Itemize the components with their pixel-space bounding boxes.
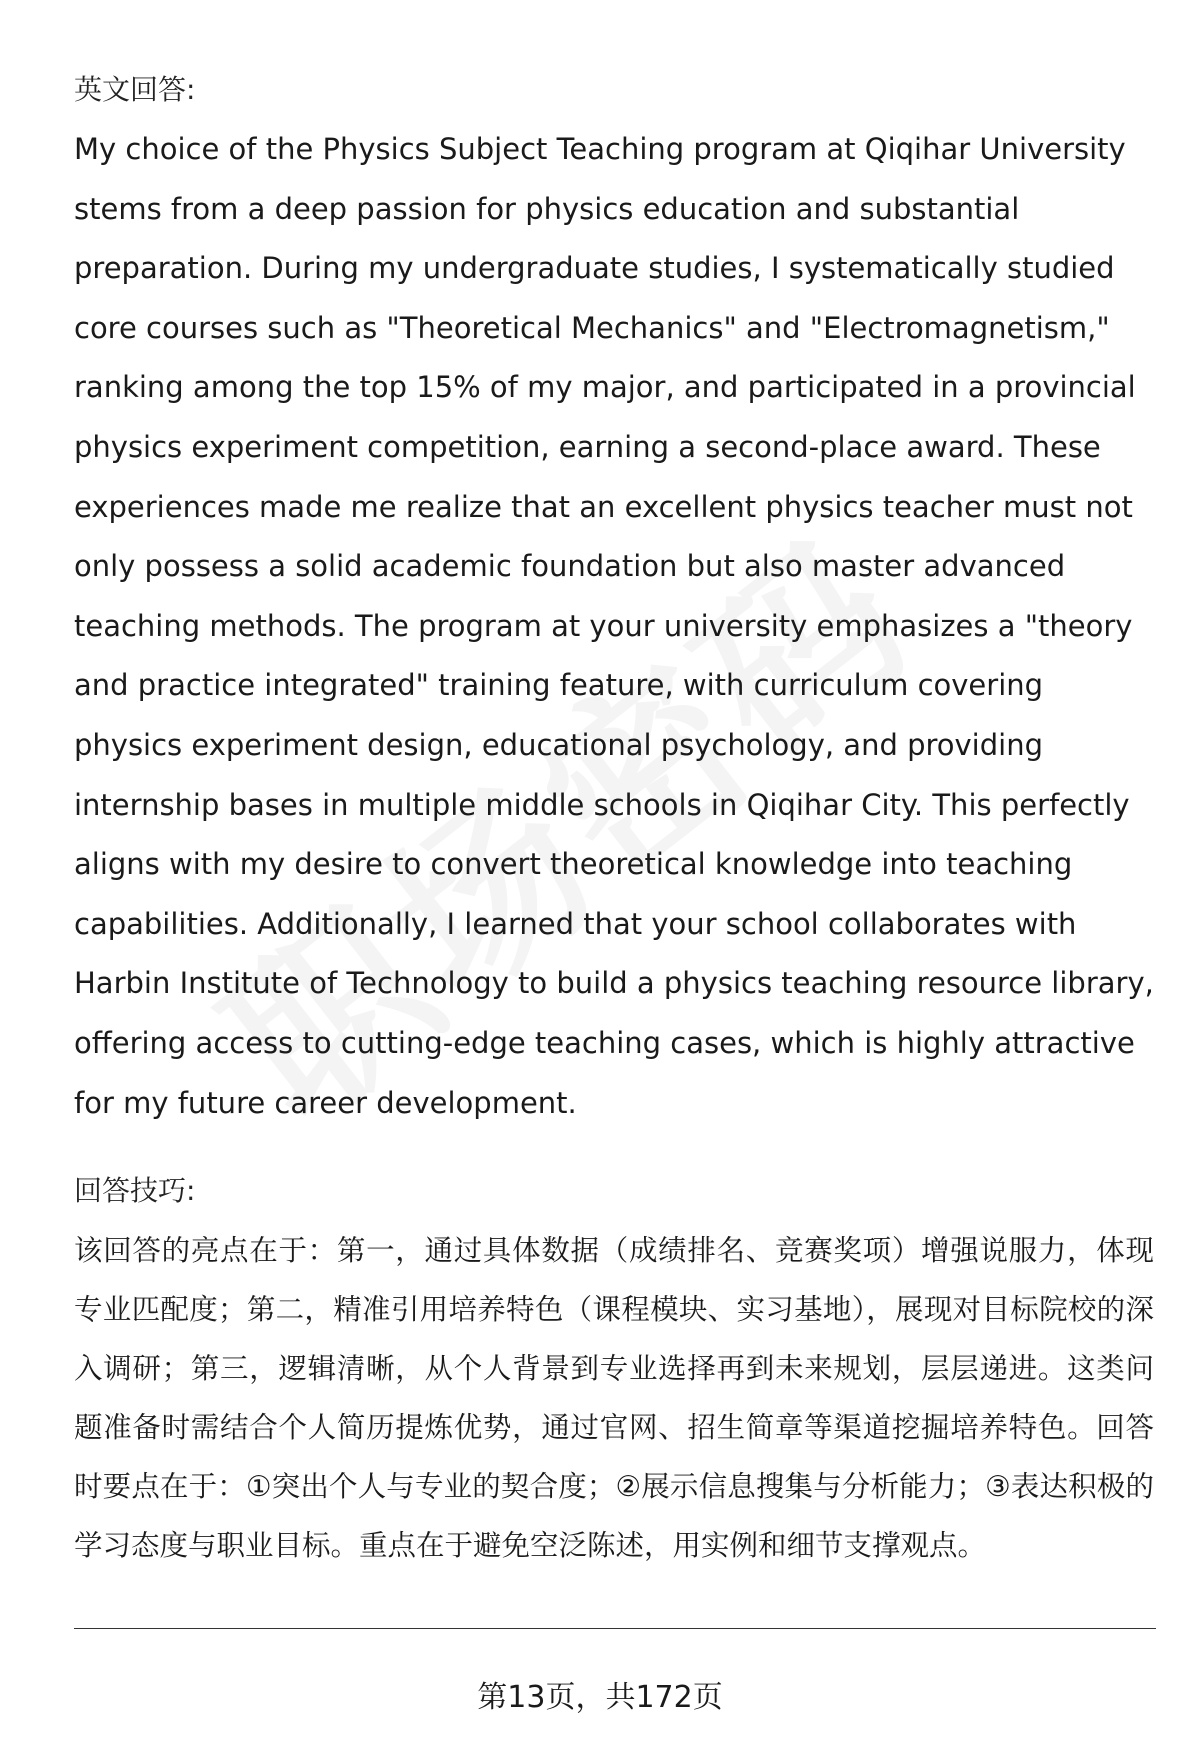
english-answer-text: My choice of the Physics Subject Teaching program at Qiqihar University stems from a deep passion for physics education and substantial preparation. During my undergraduate studies, I systematically studied core courses such as "Theoretical Mechanics" and "Electromagnetism," ranking among the top 15% of my major, and participated in a provincial physics experiment competition, earning a second-place award. These experiences made me realize that an excellent physics teacher must not only possess a solid academic foundation but also master advanced teaching methods. The program at your university emphasizes a "theory and practice integrated" training feature, with curriculum covering physics experiment design, educational psychology, and providing internship bases in multiple middle schools in Qiqihar City. This perfectly aligns with my desire to convert theoretical knowledge into teaching capabilities. Additionally, I learned that your school collaborates with Harbin Institute of Technology to build a physics teaching resource library, offering access to cutting-edge teaching cases, which is highly attractive for my future career development. <box>74 132 1154 1120</box>
footer-divider <box>74 1628 1156 1629</box>
english-answer-heading: 英文回答: <box>74 73 196 106</box>
tips-heading: 回答技巧: <box>74 1174 196 1208</box>
page-number: 第13页，共172页 <box>477 1680 723 1715</box>
tips-text: 该回答的亮点在于：第一，通过具体数据（成绩排名、竞赛奖项）增强说服力，体现专业匹配度；第二，精准引用培养特色（课程模块、实习基地），展现对目标院校的深入调研；第三，逻辑清晰，从个人背景到专业选择再到未来规划，层层递进。这类问题准备时需结合个人简历提炼优势，通过官网、招生简章等渠道挖掘培养特色。回答时要点在于：①突出个人与专业的契合度；②展示信息搜集与分析能力；③表达积极的学习态度与职业目标。重点在于避免空泛陈述，用实例和细节支撑观点。 <box>74 1234 1154 1563</box>
page-content <box>74 60 1154 1575</box>
